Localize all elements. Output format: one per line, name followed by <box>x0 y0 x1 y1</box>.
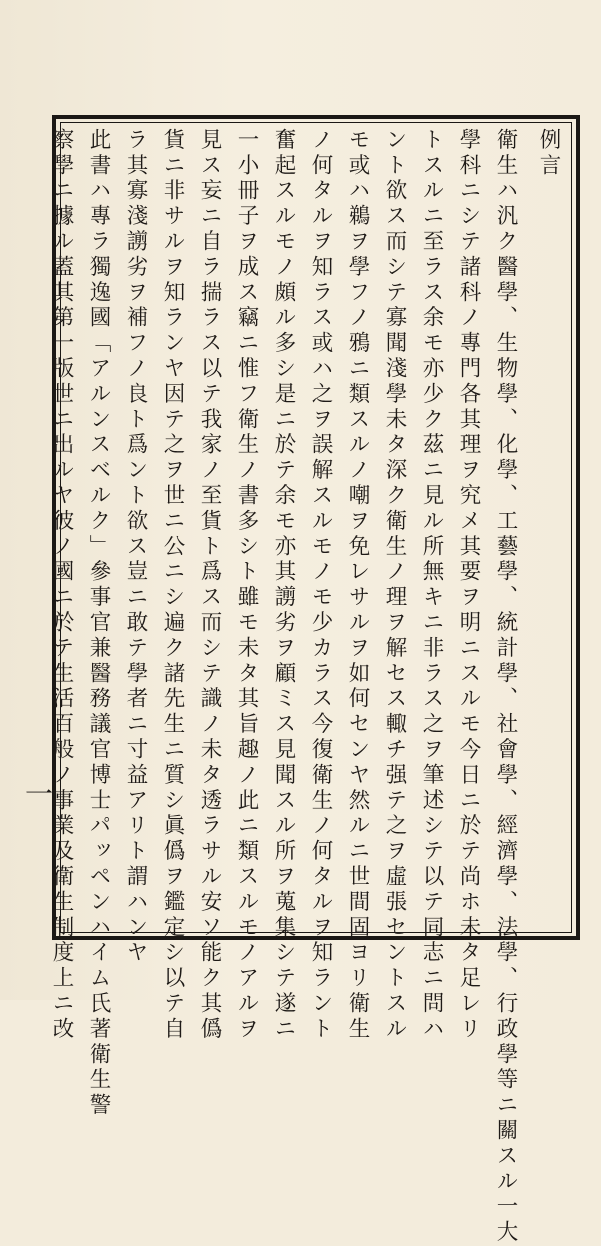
text-column-5: モ或ハ鵜ヲ學フノ鴉ニ類スルノ嘲ヲ免レサルヲ如何センヤ然ルニ世間固ヨリ衛生 <box>345 128 370 1043</box>
text-column-8: 一小冊子ヲ成ス竊ニ惟フ衛生ノ書多シト雖モ未タ其旨趣ノ此ニ類スルモノアルヲ <box>234 128 259 1043</box>
text-column-9: 見ス妄ニ自ラ揣ラス以テ我家ノ至貨ト爲ス而シテ識ノ未タ透ラサル安ソ能ク其僞 <box>197 128 222 1043</box>
text-column-13: 察學ニ據ル蓋其第一版世ニ出ルヤ彼ノ國ニ於テ生活百般ノ事業及衛生制度上ニ改 <box>49 128 74 1043</box>
text-column-3: トスルニ至ラス余モ亦少ク茲ニ見ル所無キニ非ラス之ヲ筆述シテ以テ同志ニ問ハ <box>419 128 444 1043</box>
text-column-1: 衛生ハ汎ク醫學、生物學、化學、工藝學、統計學、社會學、經濟學、法學、行政學等ニ關スル一大 <box>493 128 518 1246</box>
page-number: 一 <box>21 779 54 807</box>
text-column-4: ント欲ス而シテ寡聞淺學未タ深ク衛生ノ理ヲ解セス輙チ强テ之ヲ虛張セントスル <box>382 128 407 1043</box>
text-column-7: 奮起スルモノ頗ル多シ是ニ於テ余モ亦其謭劣ヲ顧ミス見聞スル所ヲ蒐集シテ遂ニ <box>271 128 296 1043</box>
text-column-11: ラ其寡淺謭劣ヲ補フノ良ト爲ント欲ス豈ニ敢テ學者ニ寸益アリト謂ハンヤ <box>123 128 148 967</box>
text-column-10: 貨ニ非サルヲ知ランヤ因テ之ヲ世ニ公ニシ遍ク諸先生ニ質シ眞僞ヲ鑑定シ以テ自 <box>160 128 185 1043</box>
text-column-2: 學科ニシテ諸科ノ專門各其理ヲ究メ其要ヲ明ニスルモ今日ニ於テ尚ホ未タ足レリ <box>456 128 481 1043</box>
section-heading: 例言 <box>536 128 561 179</box>
text-column-6: ノ何タルヲ知ラス或ハ之ヲ誤解スルモノモ少カラス今復衛生ノ何タルヲ知ラント <box>308 128 333 1043</box>
text-column-12: 此書ハ專ラ獨逸國「アルンスベルク」參事官兼醫務議官博士パッペンハイム氏著衛生警 <box>86 128 111 1119</box>
vertical-text-block <box>49 128 567 1246</box>
